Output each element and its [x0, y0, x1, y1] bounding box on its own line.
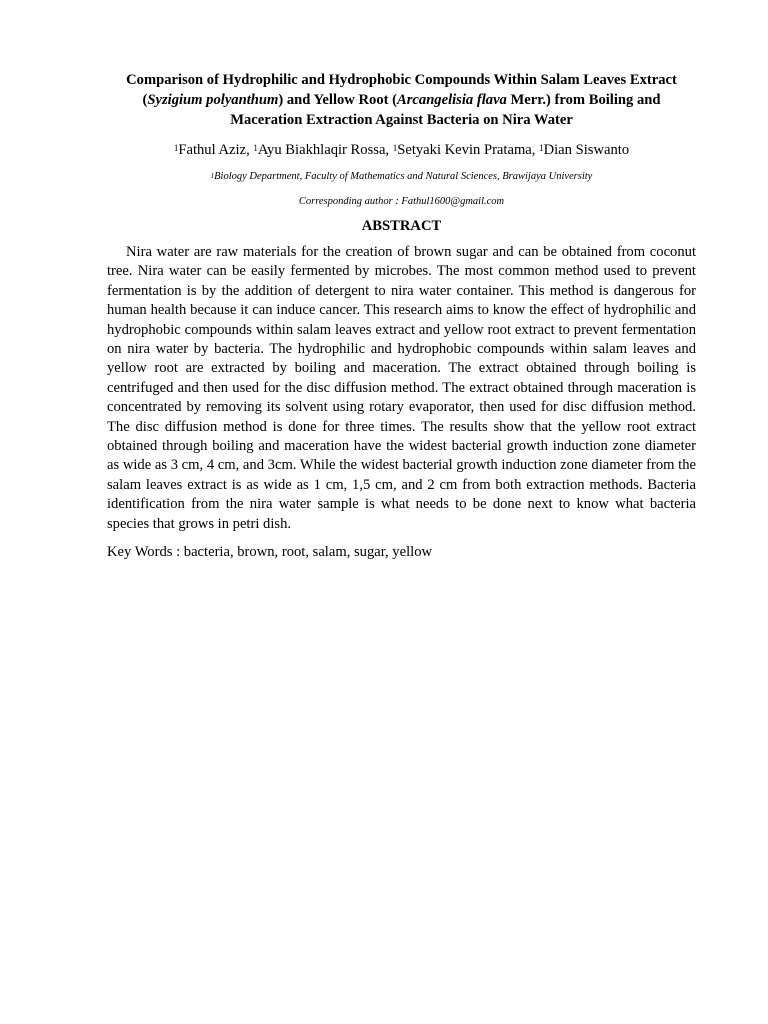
affiliation-text: Biology Department, Faculty of Mathematics and Natural Sciences, Brawijaya University	[214, 171, 593, 182]
author-name: Ayu Biakhlaqir Rossa	[257, 142, 386, 158]
title-species-2: Arcangelisia flava	[397, 92, 507, 108]
paper-page	[107, 70, 696, 563]
title-after-species-2: Merr.) from Boiling and	[506, 92, 661, 108]
author-list: $^1$Fathul Aziz, $^1$Ayu Biakhlaqir Rossa, $^1$Setyaki Kevin Pratama, $^1$Dian Siswanto	[173, 142, 630, 158]
author	[393, 142, 532, 158]
author-affiliation-mark: 1	[539, 143, 544, 153]
title-open-paren: (	[142, 92, 148, 108]
title-line-3: Maceration Extraction Against Bacteria on Nira Water	[230, 112, 573, 128]
paper-title	[107, 70, 696, 130]
title-species-1: Syzigium polyanthum	[147, 92, 279, 108]
abstract-heading: ABSTRACT	[361, 218, 442, 234]
author-name: Fathul Aziz	[178, 142, 247, 158]
author-affiliation-mark: 1	[173, 143, 179, 153]
author	[174, 142, 246, 158]
author	[539, 142, 629, 158]
author	[253, 142, 385, 158]
author-affiliation-mark: 1	[392, 143, 398, 153]
corresponding-author: Corresponding author : Fathul1600@gmail.com	[298, 196, 505, 207]
title-mid: ) and Yellow Root (	[278, 92, 397, 108]
abstract-paragraph: Nira water are raw materials for the creation of brown sugar and can be obtained from coconut tree. Nira water can be easily fermented by microbes. The most common method used to prevent fermentation is by the addition of detergent to nira water container. This method is dangerous for human health because it can induce cancer. This research aims to know the effect of hydrophilic and hydrophobic compounds within salam leaves extract and yellow root extract to prevent fermentation on nira water by bacteria. The hydrophilic and hydrophobic compounds within salam leaves and yellow root are extracted by boiling and maceration. The extract obtained through boiling is centrifuged and then used for the disc diffusion method. The extract obtained through maceration is concentrated by removing its solvent using rotary evaporator, then used for disc diffusion method. The disc diffusion method is done for three times. The results show that the yellow root extract obtained through boiling and maceration have the widest bacterial growth induction zone diameter as wide as 3 cm, 4 cm, and 3cm. While the widest bacterial growth induction zone diameter from the salam leaves extract is as wide as 1 cm, 1,5 cm, and 2 cm from both extraction methods. Bacteria identification from the nira water sample is what needs to be done next to know what bacteria species that grows in petri dish.	[107, 244, 696, 532]
affiliation-mark: 1	[210, 172, 215, 180]
affiliation	[107, 170, 696, 184]
author-name: Setyaki Kevin Pratama	[397, 142, 532, 158]
keywords: Key Words : bacteria, brown, root, salam, sugar, yellow	[107, 544, 433, 561]
author-affiliation-mark: 1	[253, 143, 258, 153]
author-name: Dian Siswanto	[543, 142, 630, 158]
title-line-1: Comparison of Hydrophilic and Hydrophobic Compounds Within Salam Leaves Extract	[126, 72, 677, 88]
